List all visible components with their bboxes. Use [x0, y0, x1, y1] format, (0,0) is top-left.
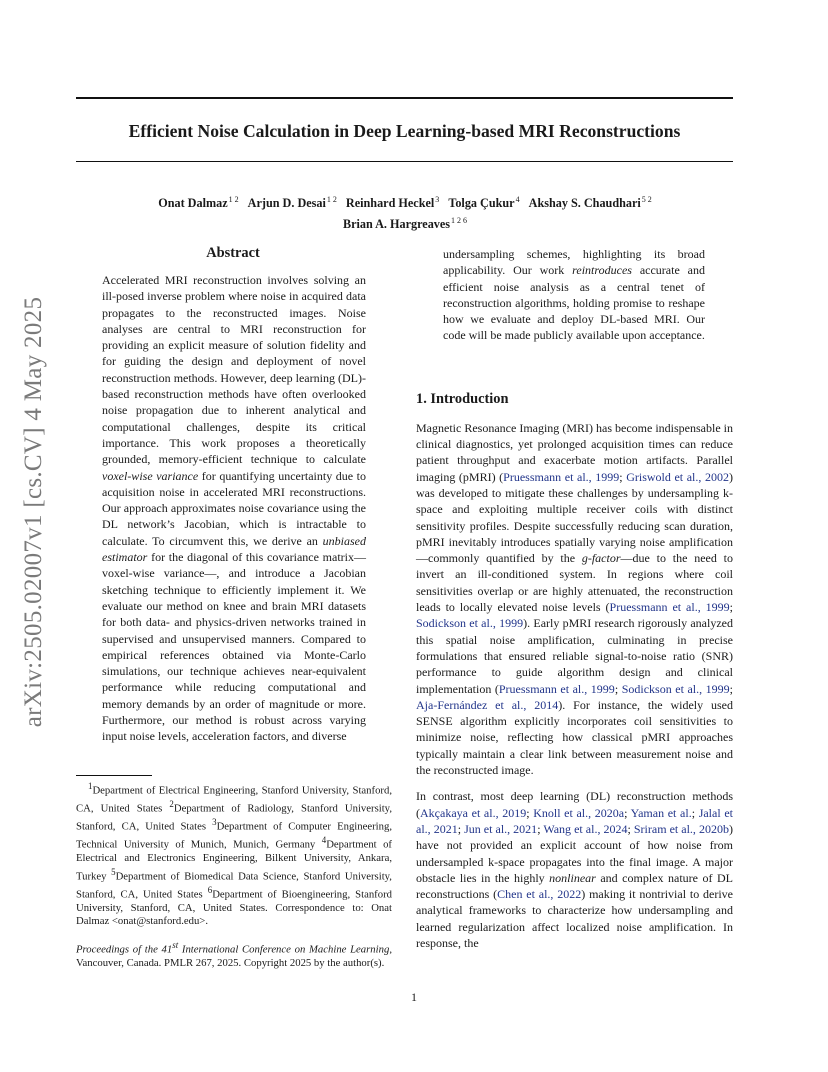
author-6: Brian A. Hargreaves$^{1 2 6}$: [342, 216, 468, 232]
citation-link[interactable]: Jun et al., 2021: [464, 821, 538, 836]
author-list: [100, 191, 710, 233]
intro-paragraph-2: In contrast, most deep learning (DL) reconstruction methods (Akçakaya et al., 2019; Knoll et al., 2020a; Yaman et al.; Jalal et al., 2021; Jun et al., 2021; Wang et al., 2024; Sriram et al., 2020b) have not provided an explicit account of how noise from undersampled k-space propagates into the final image. A major obstacle lies in the highly nonlinear and complex nature of DL reconstructions (Chen et al., 2022) making it nontrivial to derive analytical frameworks to characterize how undersampling and learned regularization affect localized noise amplification. In response, the: [416, 789, 734, 950]
citation-link[interactable]: Pruessmann et al., 1999: [503, 469, 620, 484]
citation-link[interactable]: Sodickson et al., 1999: [621, 681, 730, 696]
citation-link[interactable]: Chen et al., 2022: [497, 887, 582, 902]
page-number: 1: [411, 990, 417, 1004]
author-2: Arjun D. Desai$^{1 2}$: [247, 195, 337, 211]
abstract-paragraph-continued: undersampling schemes, highlighting its broad applicability. Our work reintroduces accurate and efficient noise analysis as a central tenet of reconstruction algorithms, holding promise to reshape how we evaluate and deploy DL-based MRI. Our code will be made publicly available upon acceptance.: [443, 247, 705, 343]
citation-link[interactable]: Yaman et al.: [630, 805, 692, 820]
right-column: [416, 246, 733, 961]
citation-link[interactable]: Pruessmann et al., 1999: [609, 600, 730, 615]
paper-title: Efficient Noise Calculation in Deep Learning-based MRI Reconstructions: [128, 121, 681, 141]
citation-link[interactable]: Aja-Fernández et al., 2014: [416, 697, 559, 712]
citation-link[interactable]: Jalal et al., 2021: [416, 805, 733, 836]
author-3: Reinhard Heckel$^3$: [345, 195, 440, 211]
citation-link[interactable]: Knoll et al., 2020a: [533, 805, 625, 820]
author-1: Onat Dalmaz$^{1 2}$: [158, 195, 239, 211]
citation-link[interactable]: Sodickson et al., 1999: [416, 616, 524, 631]
intro-paragraph-1: Magnetic Resonance Imaging (MRI) has become indispensable in clinical diagnostics, yet prolonged acquisition times can reduce patient throughput and exacerbate motion artifacts. Parallel imaging (pMRI) (Pruessmann et al., 1999; Griswold et al., 2002) was developed to mitigate these challenges by undersampling k-space and exploiting multiple receiver coils with distinct sensitivity profiles. Despite successfully reducing scan duration, pMRI inevitably introduces spatially varying noise amplification—commonly quantified by the g-factor—due to the need to invert an ill-conditioned system. In regions where coil sensitivities overlap or are highly attenuated, the reconstruction leads to locally elevated noise levels (Pruessmann et al., 1999; Sodickson et al., 1999). Early pMRI research rigorously analyzed this spatial noise amplification, culminating in precise formulations that ensured reliable signal-to-noise ratio (SNR) performance to guide algorithm design and clinical implementation (Pruessmann et al., 1999; Sodickson et al., 1999; Aja-Fernández et al., 2014). For instance, the widely used SENSE algorithm explicitly incorporates coil sensitivities to minimize noise, reflecting how classical pMRI approaches typically maintain a clear link between measurement noise and the reconstructed image.: [416, 420, 733, 778]
footnote-rule: [76, 775, 152, 776]
citation-link[interactable]: Wang et al., 2024: [543, 821, 628, 836]
citation-link[interactable]: Griswold et al., 2002: [626, 469, 729, 484]
citation-link[interactable]: Akçakaya et al., 2019: [420, 805, 527, 820]
title-rule-bottom: [76, 161, 733, 162]
abstract-heading: Abstract: [206, 245, 260, 261]
proceedings-footnote: Proceedings of the 41st International Conference on Machine Learning, Vancouver, Canada. PMLR 267, 2025. Copyright 2025 by the author(s).: [76, 939, 392, 969]
citation-link[interactable]: Pruessmann et al., 1999: [498, 681, 615, 696]
footnotes: [76, 780, 392, 970]
section-heading-introduction: 1. Introduction: [416, 390, 509, 407]
title-rule-top: [76, 97, 733, 99]
abstract-paragraph: Accelerated MRI reconstruction involves solving an ill-posed inverse problem where noise in acquired data propagates to the reconstructed images. Noise analyses are central to MRI reconstruction for providing an explicit measure of solution fidelity and for guiding the design and deployment of novel reconstruction methods. However, deep learning (DL)-based reconstruction methods have often overlooked noise propagation due to inherent analytical and computational challenges, despite its critical importance. This work proposes a theoretically grounded, memory-efficient technique to calculate voxel-wise variance for quantifying uncertainty due to acquisition noise in accelerated MRI reconstructions. Our approach approximates noise covariance using the DL network’s Jacobian, which is intractable to calculate. To circumvent this, we derive an unbiased estimator for the diagonal of this covariance matrix—voxel-wise variance—, and introduce a Jacobian sketching technique to efficiently implement it. We evaluate our method on knee and brain MRI datasets for both data- and physics-driven networks trained in supervised and unsupervised manners. Compared to empirical references obtained via Monte-Carlo simulations, our technique achieves near-equivalent performance while reducing computational and memory demands by an order of magnitude or more. Furthermore, our method is robust across varying input noise levels, acceleration factors, and diverse: [102, 273, 367, 744]
author-4: Tolga Çukur$^4$: [448, 195, 520, 211]
author-5: Akshay S. Chaudhari$^{5 2}$: [528, 195, 652, 211]
citation-link[interactable]: Sriram et al., 2020b: [633, 821, 729, 836]
left-column: [100, 244, 366, 745]
affiliations-footnote: $^1$Department of Electrical Engineering, Stanford University, Stanford, CA, United States $^2$Department of Radiology, Stanford University, Stanford, CA, United States $^3$Department of Computer Engineering, Technical University of Munich, Munich, Germany $^4$Department of Electrical and Electronics Engineering, Bilkent University, Ankara, Turkey $^5$Department of Biomedical Data Science, Stanford University, Stanford, CA, United States $^6$Department of Bioengineering, Stanford University, Stanford, CA, United States. Correspondence to: Onat Dalmaz <onat@stanford.edu>.: [76, 781, 393, 928]
